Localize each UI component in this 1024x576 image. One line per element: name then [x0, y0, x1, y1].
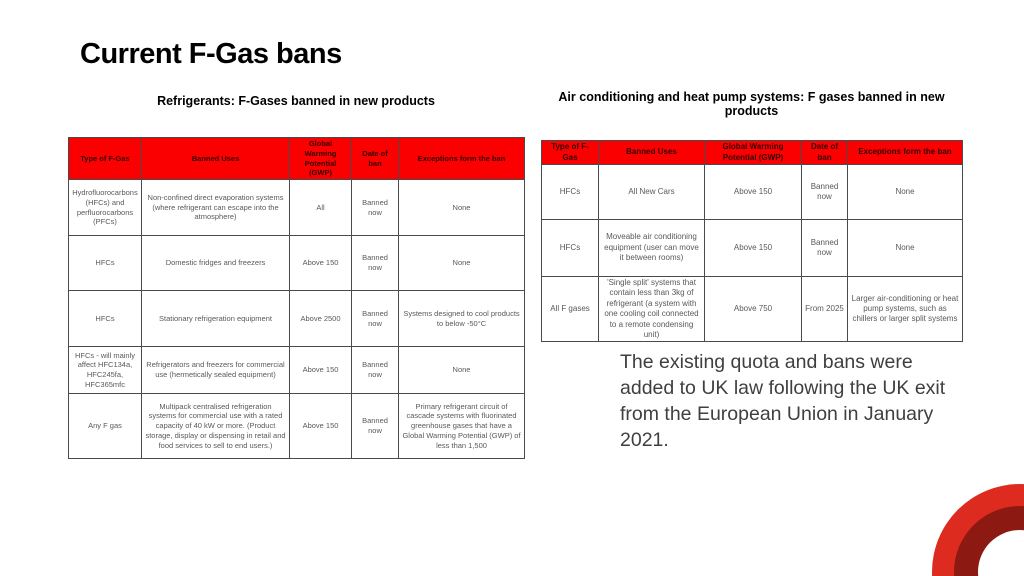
table-cell: Refrigerators and freezers for commercial use (hermetically sealed equipment) [142, 347, 290, 394]
table-cell: Above 150 [705, 165, 802, 220]
table-row [69, 347, 525, 394]
table-cell: Banned now [352, 347, 399, 394]
table-cell: Banned now [352, 180, 399, 236]
table-cell: Banned now [352, 236, 399, 291]
refrigerants-table-caption: Refrigerants: F-Gases banned in new products [157, 94, 435, 108]
table-cell: All New Cars [599, 165, 705, 220]
table-cell: Larger air-conditioning or heat pump systems, such as chillers or larger split systems [848, 277, 963, 342]
table-cell: Stationary refrigeration equipment [142, 291, 290, 347]
column-header-date: Date of ban [352, 138, 399, 180]
table-cell: Above 750 [705, 277, 802, 342]
column-header-gwp: Global Warming Potential (GWP) [290, 138, 352, 180]
table-cell: None [399, 347, 525, 394]
table-cell: Above 150 [705, 220, 802, 277]
table-cell: HFCs - will mainly affect HFC134a, HFC245fa, HFC365mfc [69, 347, 142, 394]
table-cell: Above 150 [290, 394, 352, 459]
table-cell: None [399, 236, 525, 291]
table-cell: All [290, 180, 352, 236]
aircon-section [541, 90, 962, 342]
column-header-banned-uses: Banned Uses [142, 138, 290, 180]
page-title: Current F-Gas bans [80, 38, 342, 70]
aircon-table [541, 140, 963, 342]
table-row [542, 165, 963, 220]
table-cell: Moveable air conditioning equipment (user can move it between rooms) [599, 220, 705, 277]
table-cell: Multipack centralised refrigeration systems for commercial use with a rated capacity of 40 kW or more. (Product storage, display or dispensing in retail and food services to sell to end users.) [142, 394, 290, 459]
table-cell: HFCs [69, 236, 142, 291]
table-cell: Hydrofluorocarbons (HFCs) and perfluorocarbons (PFCs) [69, 180, 142, 236]
column-header-exceptions: Exceptions form the ban [399, 138, 525, 180]
table-row [542, 220, 963, 277]
table-row [542, 277, 963, 342]
table-cell: From 2025 [802, 277, 848, 342]
table-cell: HFCs [542, 165, 599, 220]
table-cell: Systems designed to cool products to below -50°C [399, 291, 525, 347]
table-row [69, 291, 525, 347]
aircon-table-caption: Air conditioning and heat pump systems: F gases banned in new products [558, 90, 945, 118]
table-cell: None [848, 220, 963, 277]
table-cell: HFCs [69, 291, 142, 347]
table-cell: Above 2500 [290, 291, 352, 347]
table-cell: Banned now [352, 291, 399, 347]
table-header-row [542, 141, 963, 165]
table-cell: All F gases [542, 277, 599, 342]
table-row [69, 394, 525, 459]
uk-law-note: The existing quota and bans were added to UK law following the UK exit from the European Union in January 2021. [620, 351, 946, 451]
table-cell: None [399, 180, 525, 236]
column-header-type: Type of F-Gas [69, 138, 142, 180]
table-cell: Banned now [352, 394, 399, 459]
table-cell: None [848, 165, 963, 220]
table-cell: 'Single split' systems that contain less than 3kg of refrigerant (a system with one cooling coil connected to a remote condensing unit) [599, 277, 705, 342]
table-cell: Non-confined direct evaporation systems (where refrigerant can escape into the atmosphere) [142, 180, 290, 236]
table-cell: Banned now [802, 165, 848, 220]
column-header-date: Date of ban [802, 141, 848, 165]
table-cell: Any F gas [69, 394, 142, 459]
refrigerants-section [68, 94, 524, 459]
table-cell: Banned now [802, 220, 848, 277]
refrigerants-table [68, 137, 525, 459]
table-cell: Above 150 [290, 236, 352, 291]
table-cell: Primary refrigerant circuit of cascade systems with fluorinated greenhouse gases that have a Global Warming Potential (GWP) of less than 1,500 [399, 394, 525, 459]
column-header-gwp: Global Warming Potential (GWP) [705, 141, 802, 165]
table-row [69, 180, 525, 236]
table-header-row [69, 138, 525, 180]
table-cell: HFCs [542, 220, 599, 277]
column-header-banned-uses: Banned Uses [599, 141, 705, 165]
column-header-exceptions: Exceptions form the ban [848, 141, 963, 165]
column-header-type: Type of F-Gas [542, 141, 599, 165]
table-row [69, 236, 525, 291]
table-cell: Above 150 [290, 347, 352, 394]
table-cell: Domestic fridges and freezers [142, 236, 290, 291]
